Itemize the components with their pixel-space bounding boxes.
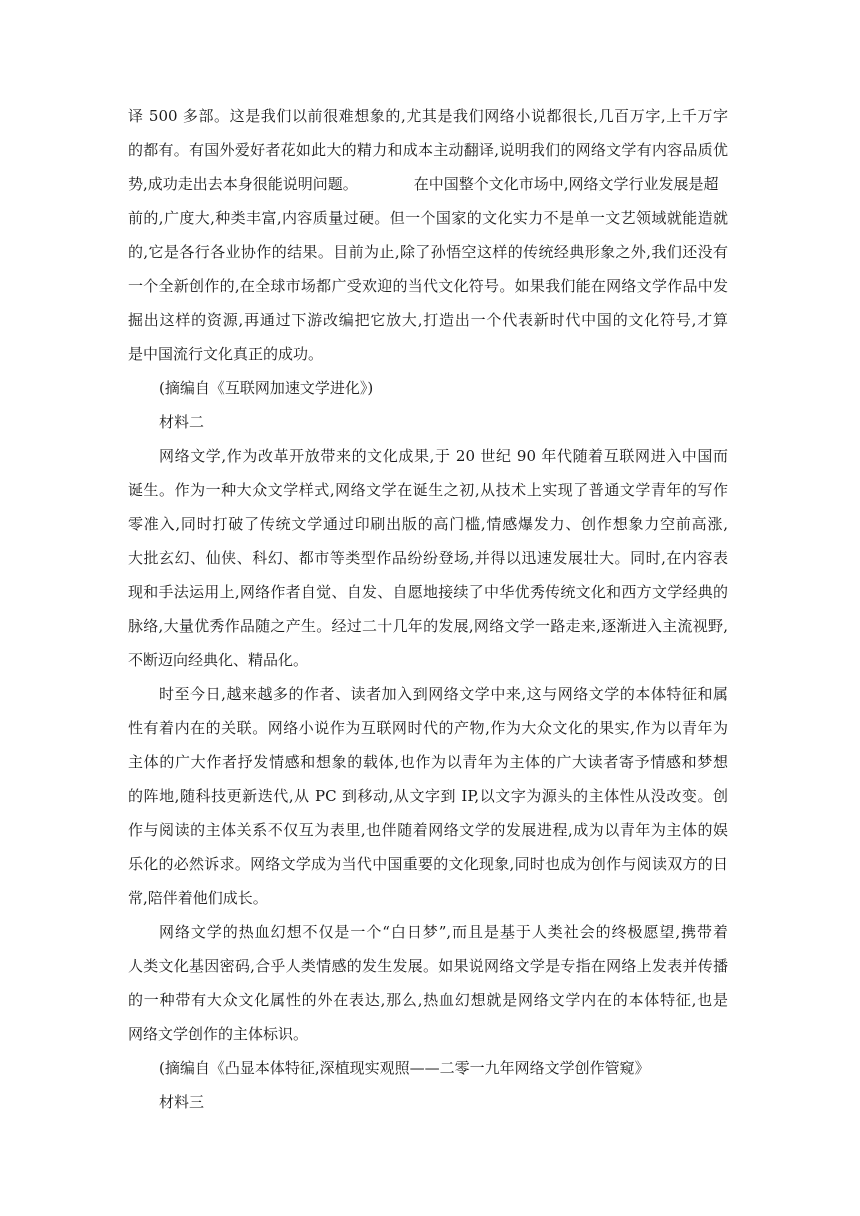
text-line xyxy=(128,983,728,1017)
text-line xyxy=(128,745,728,779)
text-line xyxy=(128,439,728,473)
text-line-content: 性有着内在的关联。网络小说作为互联网时代的产物,作为大众文化的果实,作为以青年为 xyxy=(128,719,728,737)
text-line-content: 乐化的必然诉求。网络文学成为当代中国重要的文化现象,同时也成为创作与阅读双方的日 xyxy=(128,855,728,873)
text-line xyxy=(128,609,728,643)
text-line xyxy=(128,235,728,269)
text-line-content: 大批玄幻、仙侠、科幻、都市等类型作品纷纷登场,并得以迅速发展壮大。同时,在内容表 xyxy=(128,549,728,567)
text-line-content: 脉络,大量优秀作品随之产生。经过二十几年的发展,网络文学一路走来,逐渐进入主流视野, xyxy=(128,617,728,635)
text-line xyxy=(128,643,728,677)
text-line-content: 网络文学,作为改革开放带来的文化成果,于 20 世纪 90 年代随着互联网进入中国而 xyxy=(159,447,728,465)
text-line xyxy=(128,167,728,201)
text-line-content: 网络文学创作的主体标识。 xyxy=(128,1025,309,1043)
text-line xyxy=(128,1051,728,1085)
text-line xyxy=(128,269,728,303)
text-line-content: 势,成功走出去本身很能说明问题。 xyxy=(128,175,358,193)
text-line xyxy=(128,507,728,541)
text-line-content: 网络文学的热血幻想不仅是一个“白日梦”,而且是基于人类社会的终极愿望,携带着 xyxy=(159,923,728,941)
text-line-content: 材料二 xyxy=(159,413,205,431)
text-line-content: 时至今日,越来越多的作者、读者加入到网络文学中来,这与网络文学的本体特征和属 xyxy=(159,685,728,703)
text-line-content: 主体的广大作者抒发情感和想象的载体,也作为以青年为主体的广大读者寄予情感和梦想 xyxy=(128,753,728,771)
text-line xyxy=(128,1017,728,1051)
text-line-content: 常,陪伴着他们成长。 xyxy=(128,889,268,907)
text-line xyxy=(128,371,728,405)
text-line-tail: 在中国整个文化市场中,网络文学行业发展是超 xyxy=(413,175,719,193)
text-line xyxy=(128,337,728,371)
text-line-content: 诞生。作为一种大众文学样式,网络文学在诞生之初,从技术上实现了普通文学青年的写作 xyxy=(128,481,728,499)
text-line xyxy=(128,303,728,337)
text-line-content: 的都有。有国外爱好者花如此大的精力和成本主动翻译,说明我们的网络文学有内容品质优 xyxy=(128,141,728,159)
text-line xyxy=(128,711,728,745)
text-line xyxy=(128,201,728,235)
text-line xyxy=(128,949,728,983)
text-line xyxy=(128,677,728,711)
text-line xyxy=(128,405,728,439)
document-body xyxy=(128,99,728,1119)
text-line xyxy=(128,847,728,881)
text-line-content: 材料三 xyxy=(159,1093,205,1111)
text-line xyxy=(128,575,728,609)
text-line xyxy=(128,133,728,167)
text-line-content: 是中国流行文化真正的成功。 xyxy=(128,345,324,363)
text-line xyxy=(128,473,728,507)
text-line xyxy=(128,813,728,847)
text-line-content: 的阵地,随科技更新迭代,从 PC 到移动,从文字到 IP,以文字为源头的主体性从没改变。创 xyxy=(128,787,728,805)
text-line xyxy=(128,99,728,133)
text-line-content: 掘出这样的资源,再通过下游改编把它放大,打造出一个代表新时代中国的文化符号,才算 xyxy=(128,311,728,329)
text-line xyxy=(128,541,728,575)
text-line xyxy=(128,915,728,949)
text-line-content: 译 500 多部。这是我们以前很难想象的,尤其是我们网络小说都很长,几百万字,上千万字 xyxy=(128,107,728,125)
text-line-content: 现和手法运用上,网络作者自觉、自发、自愿地接续了中华优秀传统文化和西方文学经典的 xyxy=(128,583,728,601)
text-line xyxy=(128,779,728,813)
text-line-content: 人类文化基因密码,合乎人类情感的发生发展。如果说网络文学是专指在网络上发表并传播 xyxy=(128,957,728,975)
text-line-content: 一个全新创作的,在全球市场都广受欢迎的当代文化符号。如果我们能在网络文学作品中发 xyxy=(128,277,728,295)
text-line-content: 的,它是各行各业协作的结果。目前为止,除了孙悟空这样的传统经典形象之外,我们还没有 xyxy=(128,243,728,261)
text-line-content: 前的,广度大,种类丰富,内容质量过硬。但一个国家的文化实力不是单一文艺领域就能造就 xyxy=(128,209,728,227)
text-line-content: (摘编自《凸显本体特征,深植现实观照——二零一九年网络文学创作管窥》 xyxy=(159,1059,650,1077)
text-line-content: 不断迈向经典化、精品化。 xyxy=(128,651,309,669)
text-line xyxy=(128,881,728,915)
text-line-content: (摘编自《互联网加速文学进化》) xyxy=(159,379,374,397)
text-line-content: 的一种带有大众文化属性的外在表达,那么,热血幻想就是网络文学内在的本体特征,也是 xyxy=(128,991,728,1009)
text-line xyxy=(128,1085,728,1119)
text-line-content: 零准入,同时打破了传统文学通过印刷出版的高门槛,情感爆发力、创作想象力空前高涨, xyxy=(128,515,728,533)
text-line-content: 作与阅读的主体关系不仅互为表里,也伴随着网络文学的发展进程,成为以青年为主体的娱 xyxy=(128,821,728,839)
